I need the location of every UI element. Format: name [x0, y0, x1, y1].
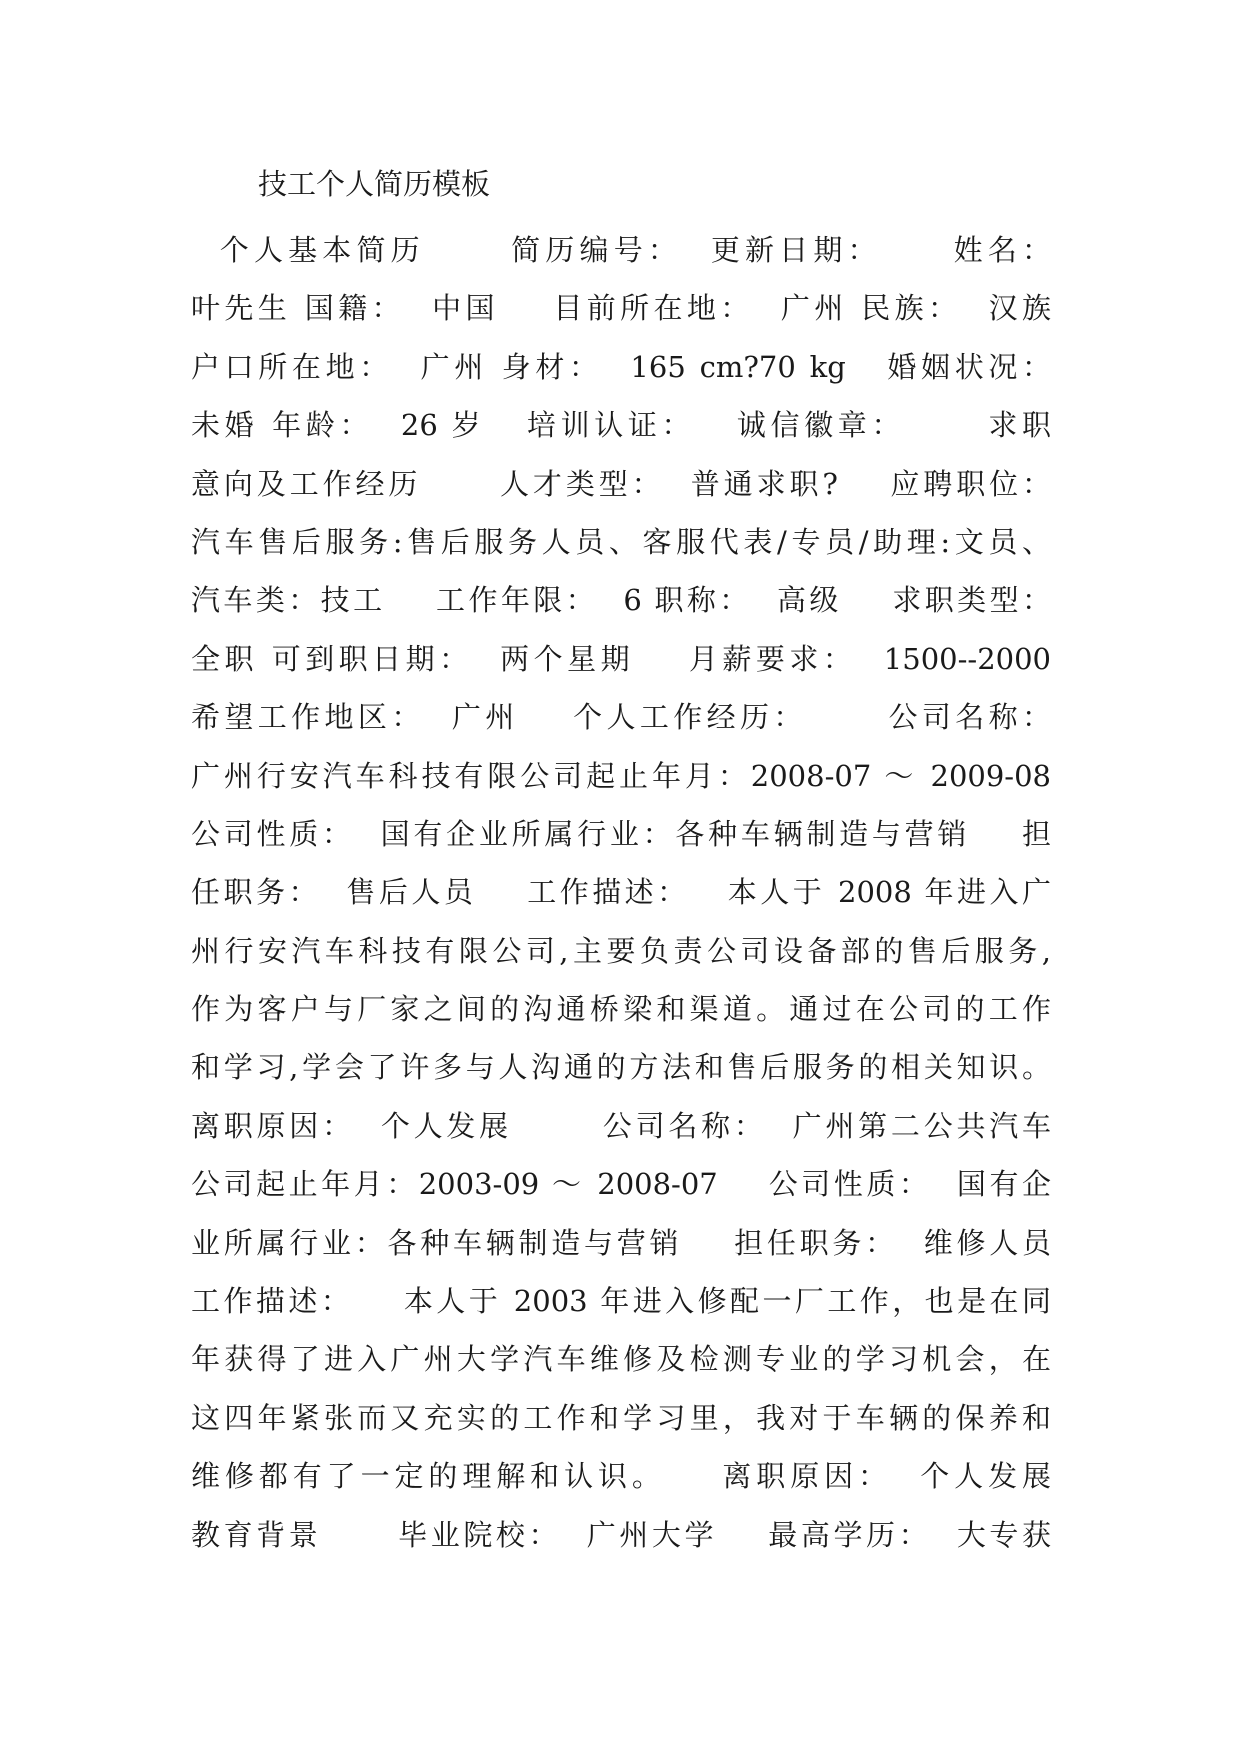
text-line: 个人基本简历 简历编号： 更新日期： 姓名：: [191, 233, 1051, 267]
resume-body: [191, 221, 1051, 1564]
text-line: 汽车类：技工 工作年限： 6 职称： 高级 求职类型：: [191, 583, 1051, 618]
text-line: 这四年紧张而又充实的工作和学习里，我对于车辆的保养和: [191, 1400, 1051, 1435]
document-title: 技工个人简历模板: [258, 167, 491, 201]
text-line: 教育背景 毕业院校： 广州大学 最高学历： 大专获: [191, 1517, 1051, 1552]
text-line: 州行安汽车科技有限公司,主要负责公司设备部的售后服务,: [191, 933, 1051, 968]
text-line: 意向及工作经历 人才类型： 普通求职? 应聘职位：: [191, 466, 1051, 501]
text-line: 离职原因： 个人发展 公司名称： 广州第二公共汽车: [191, 1108, 1051, 1143]
text-line: 广州行安汽车科技有限公司起止年月：2008-07 ～ 2009-08: [191, 758, 1051, 793]
text-line: 维修都有了一定的理解和认识。 离职原因： 个人发展: [191, 1459, 1051, 1494]
text-line: 作为客户与厂家之间的沟通桥梁和渠道。通过在公司的工作: [191, 992, 1051, 1027]
text-line: 叶先生 国籍： 中国 目前所在地： 广州 民族： 汉族: [191, 291, 1051, 326]
text-line: 业所属行业：各种车辆制造与营销 担任职务： 维修人员: [191, 1225, 1051, 1260]
text-line: 全职 可到职日期： 两个星期 月薪要求： 1500--2000: [191, 641, 1051, 676]
text-line: 任职务： 售后人员 工作描述： 本人于 2008 年进入广: [191, 875, 1051, 910]
text-line: 户口所在地： 广州 身材： 165 cm?70 kg 婚姻状况：: [191, 349, 1051, 384]
text-line: 未婚 年龄： 26 岁 培训认证： 诚信徽章： 求职: [191, 408, 1051, 443]
text-line: 工作描述： 本人于 2003 年进入修配一厂工作，也是在同: [191, 1284, 1051, 1319]
text-line: 汽车售后服务:售后服务人员、客服代表/专员/助理:文员、: [191, 524, 1051, 559]
text-line: 年获得了进入广州大学汽车维修及检测专业的学习机会，在: [191, 1342, 1051, 1377]
text-line: 公司起止年月：2003-09 ～ 2008-07 公司性质： 国有企: [191, 1167, 1051, 1202]
text-line: 和学习,学会了许多与人沟通的方法和售后服务的相关知识。: [191, 1050, 1051, 1085]
text-line: 希望工作地区： 广州 个人工作经历： 公司名称：: [191, 700, 1051, 735]
text-line: 公司性质： 国有企业所属行业：各种车辆制造与营销 担: [191, 816, 1051, 851]
